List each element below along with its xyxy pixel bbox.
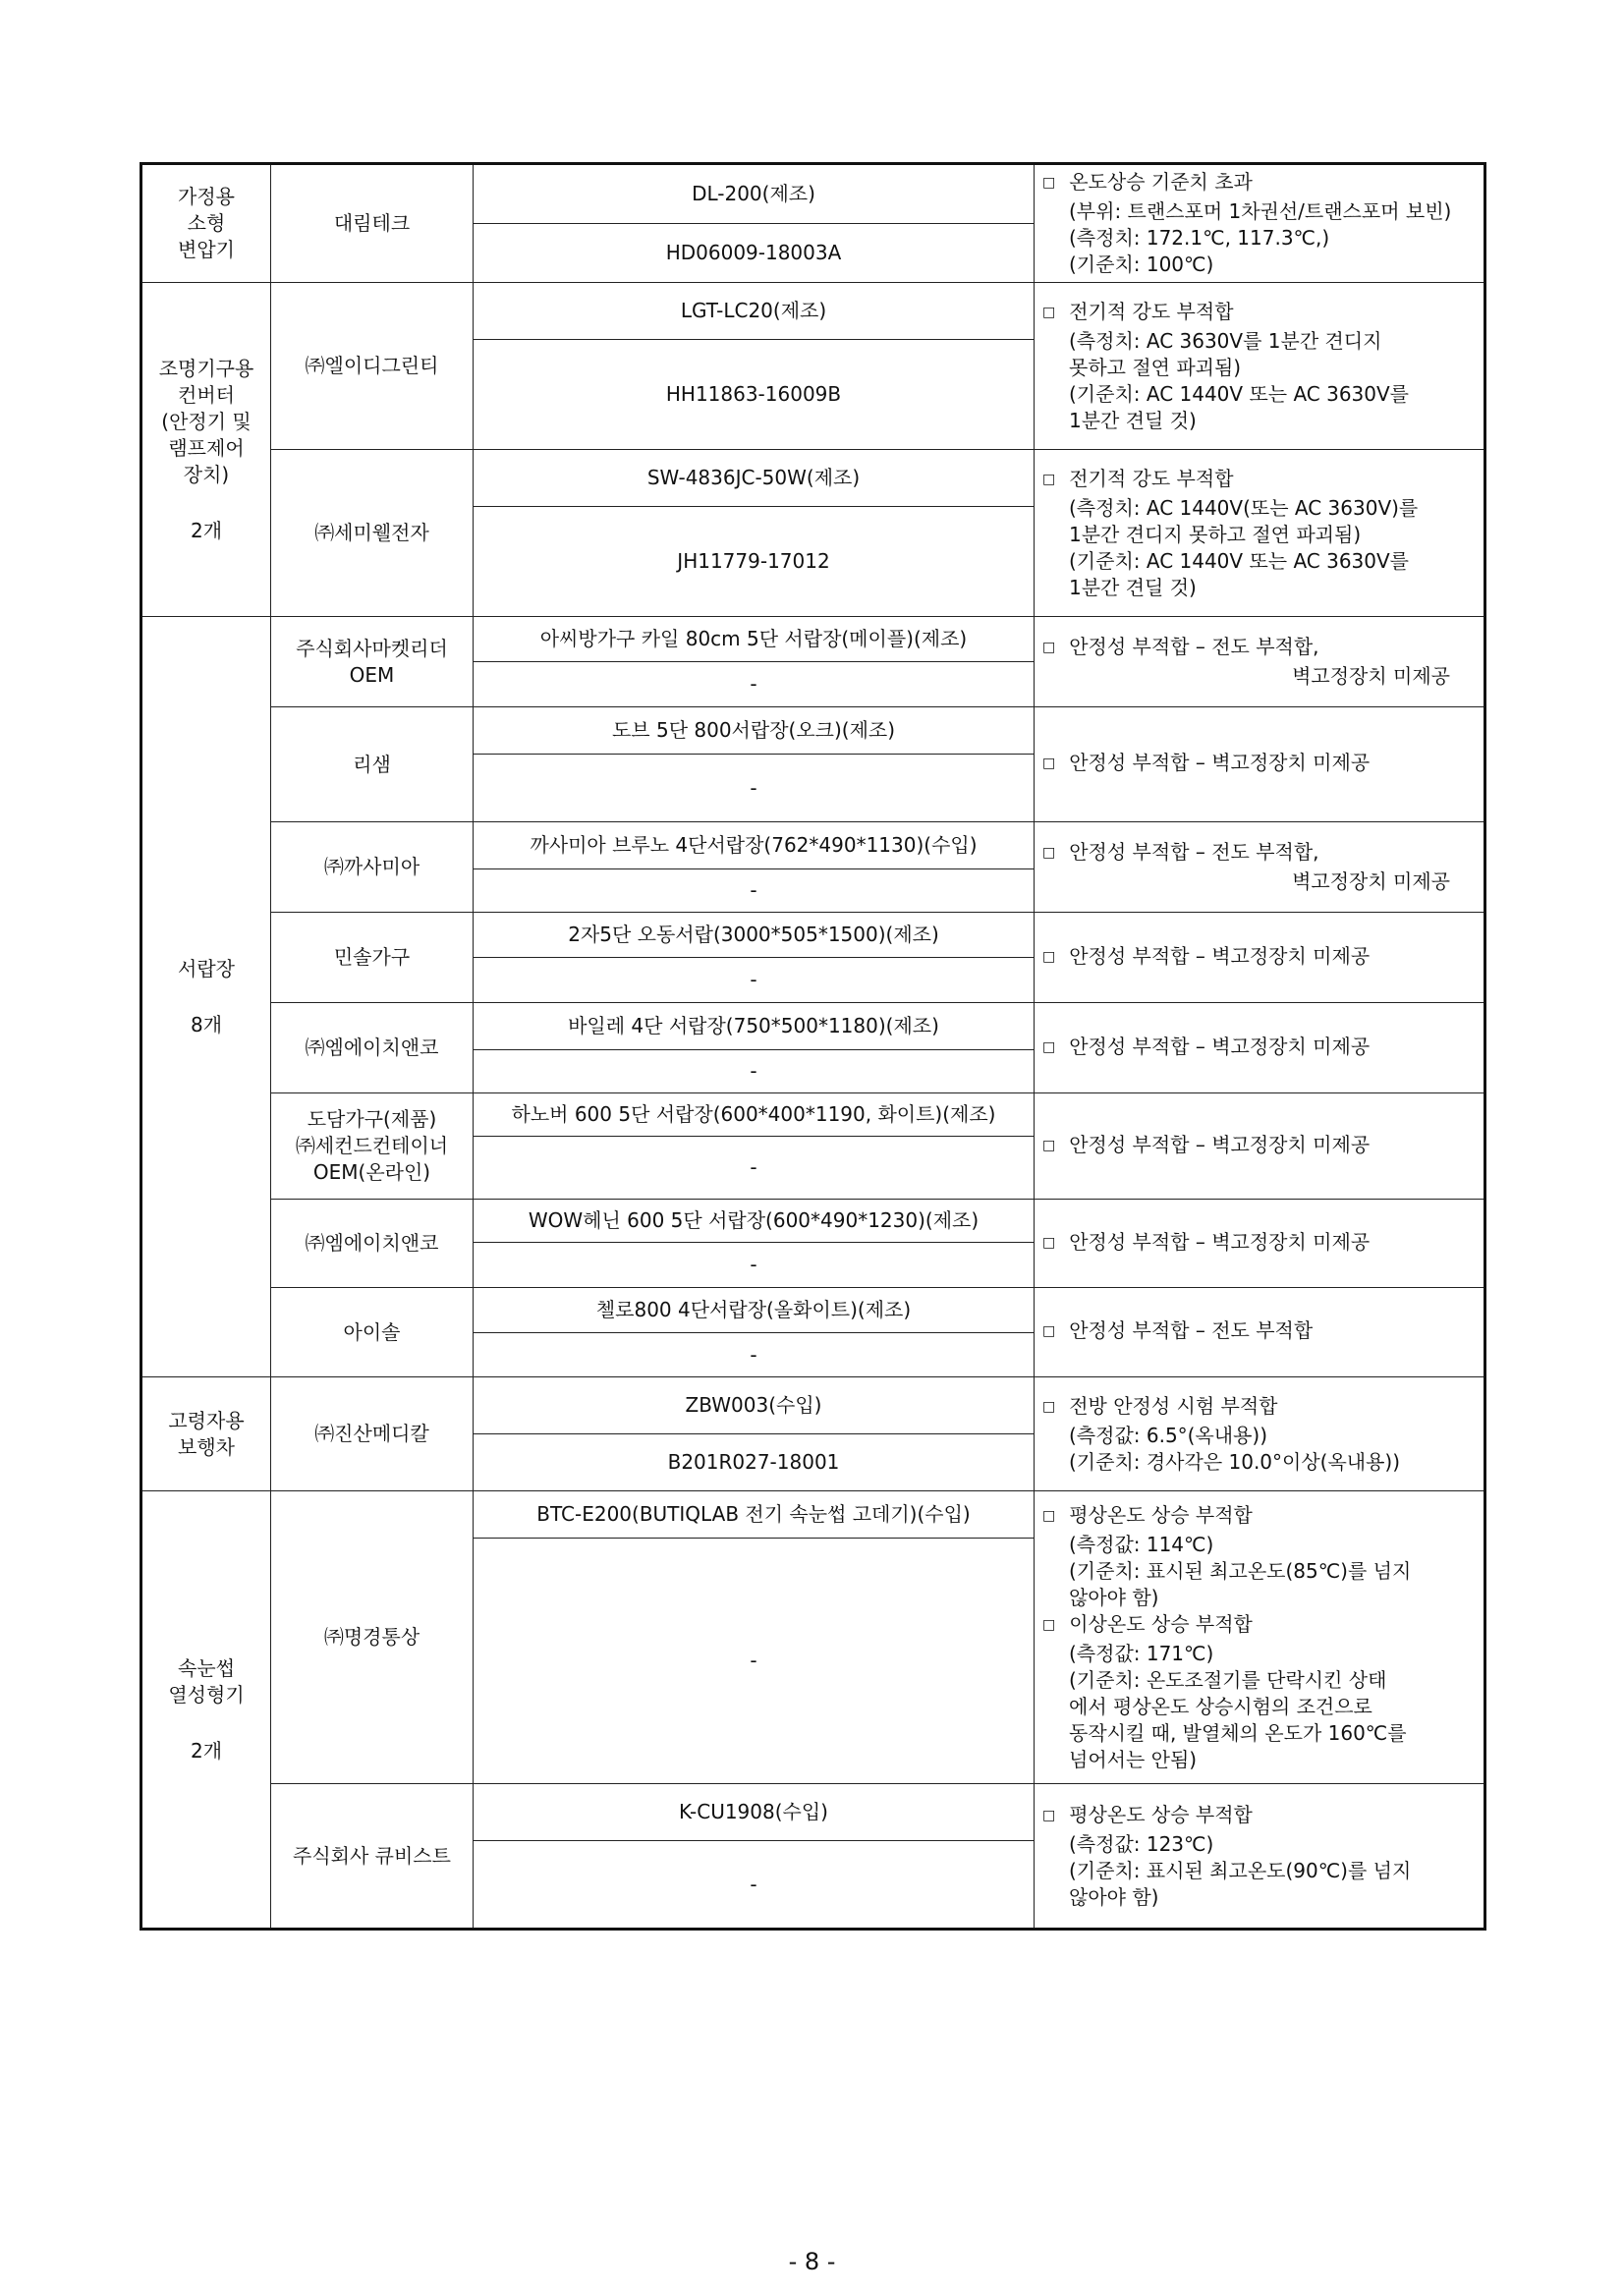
result-detail: (부위: 트랜스포머 1차권선/트랜스포머 보빈) <box>1069 199 1452 223</box>
result-item: □ 안정성 부적합 – 전도 부적합, <box>1042 634 1476 663</box>
product-row <box>141 707 1485 755</box>
text-line: ㈜진산메디칼 <box>314 1422 429 1445</box>
company-cell <box>271 164 474 283</box>
model-cell: SW-4836JC-50W(제조) <box>474 450 1035 507</box>
result-detail: 1분간 견딜 것) <box>1069 408 1197 432</box>
result-detail: (측정치: 172.1℃, 117.3℃,) <box>1069 226 1330 250</box>
text-line: 소형 <box>187 211 226 235</box>
serial-cell: - <box>474 1137 1035 1200</box>
text-line: 가정용 <box>178 185 235 208</box>
text-line: (안정기 및 <box>161 409 252 433</box>
result-detail: (기준치: AC 1440V 또는 AC 3630V를 <box>1069 381 1409 406</box>
result-cell <box>1035 1491 1485 1784</box>
company-cell <box>271 913 474 1003</box>
serial-cell: - <box>474 1333 1035 1377</box>
product-row <box>141 164 1485 224</box>
serial-cell: - <box>474 1243 1035 1288</box>
text-line: 리샘 <box>353 752 391 776</box>
result-cell <box>1035 1377 1485 1491</box>
product-row <box>141 1200 1485 1243</box>
result-detail: (측정값: 6.5°(옥내용)) <box>1069 1423 1268 1447</box>
result-item: □ 온도상승 기준치 초과 <box>1042 169 1476 198</box>
result-detail: 1분간 견딜 것) <box>1069 575 1197 599</box>
result-detail: 동작시킬 때, 발열체의 온도가 160℃를 <box>1069 1720 1407 1745</box>
serial-cell: B201R027-18001 <box>474 1434 1035 1491</box>
text-line: 도담가구(제품) <box>307 1107 437 1131</box>
category-cell <box>141 1377 271 1491</box>
model-cell: K-CU1908(수입) <box>474 1784 1035 1841</box>
serial-cell: JH11779-17012 <box>474 507 1035 617</box>
serial-cell: - <box>474 662 1035 707</box>
text-line: ㈜세컨드컨테이너 <box>295 1134 449 1157</box>
result-detail: (기준치: AC 1440V 또는 AC 3630V를 <box>1069 548 1409 573</box>
text-line: ㈜까사미아 <box>323 855 420 878</box>
serial-cell: - <box>474 1050 1035 1093</box>
result-detail: 넘어서는 안됨) <box>1069 1747 1198 1771</box>
text-line: 민솔가구 <box>333 945 411 969</box>
result-item: □ 안정성 부적합 – 벽고정장치 미제공 <box>1042 1229 1476 1259</box>
category-cell <box>141 1491 271 1930</box>
result-detail: (측정치: AC 1440V(또는 AC 3630V)를 <box>1069 495 1419 520</box>
product-row <box>141 450 1485 507</box>
company-cell <box>271 1003 474 1093</box>
product-row <box>141 617 1485 662</box>
category-count: 2개 <box>190 1738 223 1763</box>
result-item: □ 평상온도 상승 부적합 <box>1042 1502 1476 1532</box>
product-row <box>141 1377 1485 1434</box>
product-row <box>141 913 1485 958</box>
model-cell: WOW헤닌 600 5단 서랍장(600*490*1230)(제조) <box>474 1200 1035 1243</box>
result-detail: (기준치: 온도조절기를 단락시킨 상태 <box>1069 1667 1387 1692</box>
result-item: □ 안정성 부적합 – 벽고정장치 미제공 <box>1042 943 1476 973</box>
text-line: ㈜엠에이치앤코 <box>305 1231 439 1255</box>
serial-cell: - <box>474 755 1035 822</box>
category-count: 8개 <box>190 1012 223 1036</box>
result-item: □ 안정성 부적합 – 벽고정장치 미제공 <box>1042 1034 1476 1063</box>
serial-cell: HH11863-16009B <box>474 340 1035 450</box>
category-cell <box>141 164 271 283</box>
result-cell <box>1035 1784 1485 1930</box>
text-line: 장치) <box>183 462 230 486</box>
category-cell <box>141 617 271 1377</box>
product-row <box>141 1288 1485 1333</box>
model-cell: ZBW003(수입) <box>474 1377 1035 1434</box>
category-count: 2개 <box>190 518 223 542</box>
result-item: □ 안정성 부적합 – 벽고정장치 미제공 <box>1042 1132 1476 1161</box>
result-detail: 에서 평상온도 상승시험의 조건으로 <box>1069 1694 1372 1718</box>
model-cell: 도브 5단 800서랍장(오크)(제조) <box>474 707 1035 755</box>
text-line: 보행차 <box>178 1434 235 1459</box>
text-line: 아이솔 <box>343 1319 401 1344</box>
result-item: □ 안정성 부적합 – 벽고정장치 미제공 <box>1042 750 1476 779</box>
text-line: 변압기 <box>178 238 235 261</box>
result-detail: 1분간 견디지 못하고 절연 파괴됨) <box>1069 522 1362 546</box>
text-line: 대림테크 <box>333 211 411 235</box>
result-detail: 않아야 함) <box>1069 1585 1159 1609</box>
product-row <box>141 283 1485 340</box>
text-line: ㈜엘이디그린티 <box>305 354 439 377</box>
model-cell: LGT-LC20(제조) <box>474 283 1035 340</box>
text-line: 램프제어 <box>168 435 245 460</box>
serial-cell: - <box>474 958 1035 1003</box>
company-cell <box>271 822 474 913</box>
company-cell <box>271 283 474 450</box>
page-number: - 8 - <box>788 2248 836 2275</box>
result-item: □ 평상온도 상승 부적합 <box>1042 1802 1476 1831</box>
text-line: OEM <box>349 662 395 687</box>
result-item: □ 전기적 강도 부적합 <box>1042 466 1476 495</box>
text-line: 서랍장 <box>178 956 235 980</box>
text-line: OEM(온라인) <box>312 1160 431 1184</box>
result-item: □ 안정성 부적합 – 전도 부적합 <box>1042 1317 1476 1347</box>
result-detail: (기준치: 표시된 최고온도(90℃)를 넘지 <box>1069 1858 1412 1882</box>
text-line: 주식회사마켓리더 <box>296 636 448 660</box>
result-cell <box>1035 1200 1485 1288</box>
result-cell <box>1035 1093 1485 1200</box>
result-detail: 못하고 절연 파괴됨) <box>1069 355 1242 379</box>
company-cell <box>271 1093 474 1200</box>
company-cell <box>271 617 474 707</box>
result-cell <box>1035 283 1485 450</box>
result-detail: (측정치: AC 3630V를 1분간 견디지 <box>1069 328 1382 353</box>
text-line: 컨버터 <box>178 382 235 407</box>
text-line: ㈜세미웰전자 <box>314 521 429 544</box>
result-detail: 벽고정장치 미제공 <box>1292 664 1450 688</box>
product-row <box>141 1784 1485 1841</box>
text-line: 주식회사 큐비스트 <box>293 1843 451 1868</box>
category-cell <box>141 283 271 617</box>
text-line: 열성형기 <box>168 1682 245 1707</box>
company-cell <box>271 1377 474 1491</box>
text-line: ㈜명경통상 <box>323 1625 420 1649</box>
model-cell: 2자5단 오동서랍(3000*505*1500)(제조) <box>474 913 1035 958</box>
result-detail: (측정값: 171℃) <box>1069 1641 1214 1665</box>
text-line: 속눈썹 <box>178 1655 235 1680</box>
product-row <box>141 1491 1485 1539</box>
result-item: □ 안정성 부적합 – 전도 부적합, <box>1042 839 1476 868</box>
product-row <box>141 1003 1485 1050</box>
serial-cell: - <box>474 869 1035 913</box>
recall-results-table <box>140 162 1486 1931</box>
company-cell <box>271 450 474 617</box>
model-cell: DL-200(제조) <box>474 164 1035 224</box>
company-cell <box>271 707 474 822</box>
result-cell <box>1035 450 1485 617</box>
result-detail: 벽고정장치 미제공 <box>1292 869 1450 893</box>
result-item: □ 전방 안정성 시험 부적합 <box>1042 1393 1476 1423</box>
result-cell <box>1035 913 1485 1003</box>
result-detail: (기준치: 경사각은 10.0°이상(옥내용)) <box>1069 1449 1401 1474</box>
product-row <box>141 822 1485 869</box>
result-cell <box>1035 1288 1485 1377</box>
model-cell: 까사미아 브루노 4단서랍장(762*490*1130)(수입) <box>474 822 1035 869</box>
product-row <box>141 1093 1485 1137</box>
result-detail: (측정값: 114℃) <box>1069 1532 1214 1556</box>
result-cell <box>1035 617 1485 707</box>
result-detail: (기준치: 표시된 최고온도(85℃)를 넘지 <box>1069 1558 1412 1583</box>
model-cell: 아씨방가구 카일 80cm 5단 서랍장(메이플)(제조) <box>474 617 1035 662</box>
result-item: □ 이상온도 상승 부적합 <box>1042 1611 1476 1641</box>
company-cell <box>271 1491 474 1784</box>
text-line: 조명기구용 <box>158 356 254 380</box>
result-cell <box>1035 164 1485 283</box>
serial-cell: HD06009-18003A <box>474 224 1035 283</box>
serial-cell: - <box>474 1841 1035 1930</box>
result-detail: (측정값: 123℃) <box>1069 1831 1214 1856</box>
company-cell <box>271 1784 474 1930</box>
text-line: 고령자용 <box>168 1408 245 1432</box>
model-cell: 바일레 4단 서랍장(750*500*1180)(제조) <box>474 1003 1035 1050</box>
result-detail: (기준치: 100℃) <box>1069 252 1214 276</box>
result-detail: 않아야 함) <box>1069 1884 1159 1909</box>
result-cell <box>1035 1003 1485 1093</box>
result-cell <box>1035 822 1485 913</box>
result-item: □ 전기적 강도 부적합 <box>1042 299 1476 328</box>
company-cell <box>271 1200 474 1288</box>
company-cell <box>271 1288 474 1377</box>
result-cell <box>1035 707 1485 822</box>
text-line: ㈜엠에이치앤코 <box>305 1036 439 1059</box>
serial-cell: - <box>474 1539 1035 1784</box>
model-cell: 첼로800 4단서랍장(올화이트)(제조) <box>474 1288 1035 1333</box>
model-cell: BTC-E200(BUTIQLAB 전기 속눈썹 고데기)(수입) <box>474 1491 1035 1539</box>
model-cell: 하노버 600 5단 서랍장(600*400*1190, 화이트)(제조) <box>474 1093 1035 1137</box>
